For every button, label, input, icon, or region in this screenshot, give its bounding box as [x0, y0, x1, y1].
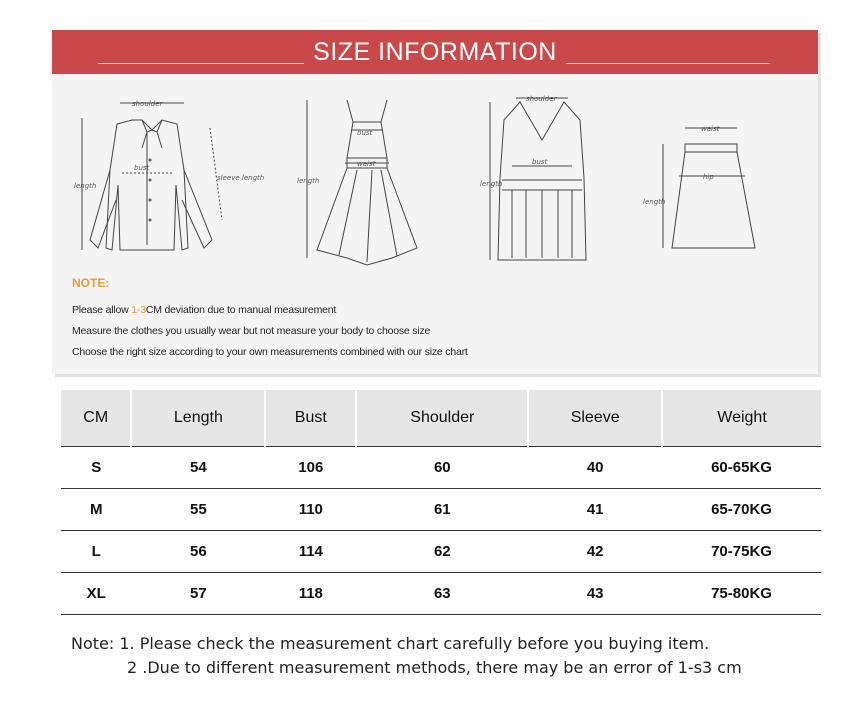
cell-weight: 60-65KG [662, 447, 821, 489]
shirt-bust-label: bust [134, 164, 150, 172]
top-length-label: length [480, 180, 503, 188]
note-line-2: Measure the clothes you usually wear but not measure your body to choose size [72, 325, 431, 337]
shirt-shoulder-label: shoulder [132, 100, 163, 108]
cell-size: XL [61, 573, 131, 615]
cell-sleeve: 43 [528, 573, 662, 615]
note-line-1-highlight: 1-3 [131, 304, 146, 316]
header-length: Length [131, 390, 265, 447]
top-shoulder-label: shoulder [526, 95, 557, 103]
header-shoulder: Shoulder [356, 390, 528, 447]
cell-length: 54 [131, 447, 265, 489]
top-diagram-icon [462, 90, 612, 265]
cell-shoulder: 60 [356, 447, 528, 489]
size-table-header-row [61, 390, 821, 447]
cell-sleeve: 42 [528, 531, 662, 573]
header-sleeve: Sleeve [528, 390, 662, 447]
cell-shoulder: 63 [356, 573, 528, 615]
size-info-banner [52, 30, 818, 74]
note-line-3: Choose the right size according to your own measurements combined with our size chart [72, 346, 468, 358]
skirt-waist-label: waist [701, 125, 720, 133]
note-line-1-pre: Please allow [72, 304, 132, 316]
cell-weight: 70-75KG [662, 531, 821, 573]
shirt-length-label: length [74, 182, 97, 190]
cell-bust: 114 [265, 531, 356, 573]
dress-waist-label: waist [357, 160, 376, 168]
dress-length-label: length [297, 177, 320, 185]
cell-sleeve: 41 [528, 489, 662, 531]
cell-weight: 75-80KG [662, 573, 821, 615]
cell-sleeve: 40 [528, 447, 662, 489]
table-row [61, 573, 821, 615]
cell-shoulder: 61 [356, 489, 528, 531]
skirt-diagram-icon [637, 100, 767, 260]
header-cm: CM [61, 390, 131, 447]
skirt-hip-label: hip [703, 173, 714, 181]
cell-bust: 106 [265, 447, 356, 489]
shirt-diagram-icon [72, 90, 265, 265]
footnote-line-2: 2 .Due to different measurement methods, there may be an error of 1-s3 cm [127, 658, 742, 677]
dress-bust-label: bust [357, 129, 373, 137]
cell-length: 57 [131, 573, 265, 615]
cell-size: M [61, 489, 131, 531]
table-row [61, 531, 821, 573]
cell-length: 56 [131, 531, 265, 573]
cell-weight: 65-70KG [662, 489, 821, 531]
cell-length: 55 [131, 489, 265, 531]
header-bust: Bust [265, 390, 356, 447]
dress-diagram-icon [277, 90, 437, 265]
note-title: NOTE: [72, 276, 110, 290]
top-bust-label: bust [532, 158, 548, 166]
size-info-panel [52, 30, 818, 374]
cell-size: S [61, 447, 131, 489]
table-row [61, 489, 821, 531]
cell-bust: 110 [265, 489, 356, 531]
note-line-1 [72, 304, 336, 316]
table-row [61, 447, 821, 489]
cell-shoulder: 62 [356, 531, 528, 573]
shirt-sleeve-label: sleeve length [217, 174, 265, 182]
header-weight: Weight [662, 390, 821, 447]
size-table [61, 390, 821, 615]
cell-size: L [61, 531, 131, 573]
footnote-line-1: Note: 1. Please check the measurement chart carefully before you buying item. [71, 634, 710, 653]
banner-title: SIZE INFORMATION [313, 38, 557, 66]
skirt-length-label: length [643, 198, 666, 206]
cell-bust: 118 [265, 573, 356, 615]
note-line-1-post: CM deviation due to manual measurement [145, 304, 337, 316]
